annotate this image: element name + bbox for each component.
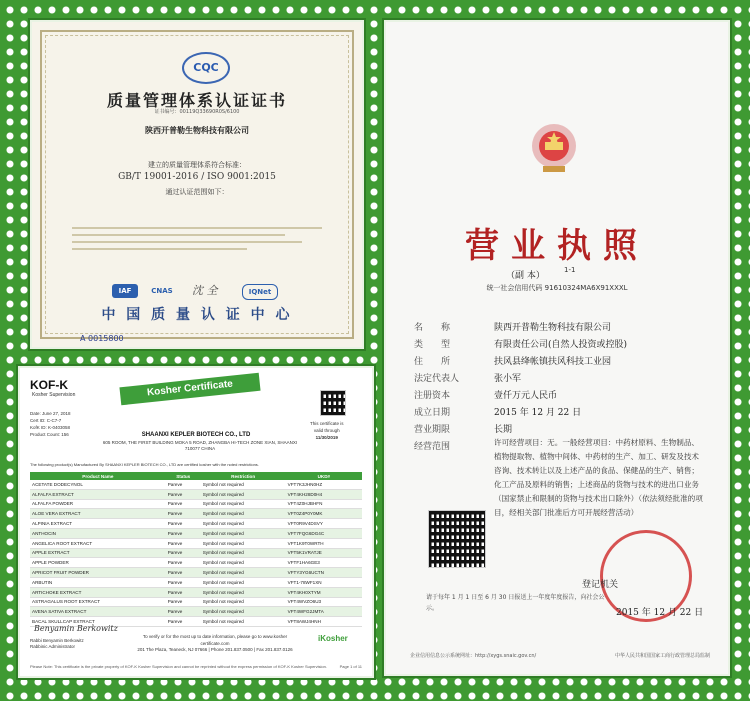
table-cell: VFT4KH0XTYM	[286, 587, 362, 597]
table-cell: Symbol not required	[201, 499, 286, 509]
iaf-logo: IAF	[112, 284, 138, 298]
issue-date: 2015 年 12 月 22 日	[616, 608, 704, 618]
table-cell: VFT4WVZO6U3	[286, 597, 362, 607]
license-row: 住 所 扶风县绛帐镇扶风科技工业园	[414, 357, 612, 367]
table-cell: Symbol not required	[201, 489, 286, 499]
license-row: 经营范围	[414, 442, 451, 452]
signatory: Rabbi Benyamin Berkowitz Rabbinic Administrator	[30, 638, 84, 649]
table-row	[30, 489, 362, 499]
license-row: 名 称 陕西开普勒生物科技有限公司	[414, 323, 612, 333]
table-cell: Pareve	[166, 558, 201, 568]
registration-authority: 登记机关	[582, 580, 619, 590]
table-cell: Symbol not required	[201, 519, 286, 529]
table-cell: Symbol not required	[201, 607, 286, 617]
table-cell: VFT1K9T0WRTH	[286, 538, 362, 548]
table-cell: Symbol not required	[201, 558, 286, 568]
cnas-logo: CNAS	[151, 287, 173, 295]
rabbi-signature: Benyamin Berkowitz	[34, 624, 118, 633]
table-cell: Symbol not required	[201, 597, 286, 607]
table-cell: Symbol not required	[201, 538, 286, 548]
table-cell: Pareve	[166, 587, 201, 597]
table-cell: Symbol not required	[201, 548, 286, 558]
table-cell: Pareve	[166, 568, 201, 578]
serial-number: A 0015800	[80, 334, 124, 343]
certificate-number: 证书编号：00119Q33690R0S/6100	[154, 109, 240, 115]
footer-supervisor: 中华人民共和国国家工商行政管理总局监制	[614, 653, 710, 659]
license-title: 营业执照	[465, 226, 649, 266]
table-row	[30, 607, 362, 617]
table-cell: ANTHOCIN	[30, 528, 166, 538]
table-cell: BACAL SKULLCAP EXTRACT	[30, 617, 166, 627]
table-row	[30, 577, 362, 587]
table-cell: VFT8AWJ4HNH	[286, 617, 362, 627]
kosher-footer: Please Note: This certificate is the private property of KOF-K Kosher Supervision and cannot be reprinted without the express permission of KOF-K Kosher Supervision. Page 1 of 11	[30, 664, 362, 669]
table-cell: Symbol not required	[201, 480, 286, 489]
table-cell: VFTF1HA6GE3	[286, 558, 362, 568]
license-row: 注册资本 壹仟万元人民币	[414, 391, 558, 401]
table-cell: Pareve	[166, 509, 201, 519]
table-cell: Symbol not required	[201, 568, 286, 578]
table-row	[30, 538, 362, 548]
qr-code	[428, 510, 486, 568]
annual-report-note: 请于每年 1 月 1 日至 6 月 30 日报送上一年度年度报告，向社会公示。	[426, 594, 605, 612]
table-cell: APRICOT FRUIT POWDER	[30, 568, 166, 578]
credit-code: 统一社会信用代码 91610324MA6X91XXXL	[486, 284, 628, 292]
table-cell: VFT4KH28D0H4	[286, 489, 362, 499]
table-cell: ALFALFA EXTRACT	[30, 489, 166, 499]
kofk-logo: KOF-K	[30, 378, 68, 392]
standard-intro: 建立的质量管理体系符合标准：	[148, 161, 246, 169]
table-cell: ALOE VERA EXTRACT	[30, 509, 166, 519]
table-cell: Symbol not required	[201, 617, 286, 627]
copy-number: 1-1	[564, 266, 576, 274]
kosher-certificate	[20, 368, 372, 676]
ikosher-logo: iKosher	[318, 634, 348, 643]
table-cell: VFT7FQG6DG4C	[286, 528, 362, 538]
footer-website: 企业信用信息公示系统网址：http://xygs.snaic.gov.cn/	[410, 653, 537, 659]
scope-intro: 通过认证范围如下：	[165, 188, 229, 196]
verify-info: To verify or for the most up to date information, please go to www.kosher certificate.com 201 The Plaza, Teaneck, NJ 07666 | Phone 201.837.0500 | Fax 201.837.0126	[137, 634, 293, 652]
table-row	[30, 597, 362, 607]
table-row	[30, 509, 362, 519]
table-row	[30, 548, 362, 558]
license-row: 法定代表人 张小军	[414, 374, 522, 384]
license-row: 营业期限 长期	[414, 425, 513, 435]
table-cell: APPLE POWDER	[30, 558, 166, 568]
table-cell: VFT0Z4P0Y0MK	[286, 509, 362, 519]
table-cell: Pareve	[166, 548, 201, 558]
table-cell: ARTICHOKE EXTRACT	[30, 587, 166, 597]
table-header: Product Name Status Restriction UKD#	[30, 472, 362, 480]
qr-code	[320, 390, 346, 416]
table-cell: Symbol not required	[201, 587, 286, 597]
certificate-fine-print	[72, 222, 322, 262]
table-cell: Pareve	[166, 519, 201, 529]
national-emblem-icon	[529, 120, 579, 176]
business-license	[386, 22, 728, 674]
table-cell: Pareve	[166, 577, 201, 587]
license-footer	[410, 652, 710, 659]
product-table	[30, 472, 362, 627]
issuing-organization: 中 国 质 量 认 证 中 心	[101, 307, 293, 323]
certificate-title: 质量管理体系认证证书	[106, 91, 287, 110]
iqnet-logo: IQNet	[242, 284, 278, 300]
table-row	[30, 568, 362, 578]
table-cell: VFT1-78WF1XN	[286, 577, 362, 587]
table-cell: Symbol not required	[201, 528, 286, 538]
kosher-certificate-title: Kosher Certificate	[119, 373, 260, 406]
table-cell: ASTRAGALUS ROOT EXTRACT	[30, 597, 166, 607]
license-row: 成立日期 2015 年 12 月 22 日	[414, 408, 582, 418]
table-row	[30, 499, 362, 509]
table-cell: ALFALFA POWDER	[30, 499, 166, 509]
certificate-meta: Date: June 27, 2018 Cert ID: C-C7-7 KofK ID: K-0403058 Product Count: 156	[30, 411, 71, 437]
certificate-intro: The following product(s) Manufactured By SHAANXI KEPLER BIOTECH CO., LTD are certified kosher with the noted restrictions.	[30, 462, 259, 467]
table-cell: VFT4WFG2JMTA	[286, 607, 362, 617]
table-cell: VFTY3YG6UCTN	[286, 568, 362, 578]
table-cell: APPLE EXTRACT	[30, 548, 166, 558]
table-cell: Pareve	[166, 607, 201, 617]
table-row	[30, 480, 362, 489]
table-cell: Pareve	[166, 480, 201, 489]
table-cell: ACETATE DODECYNOL	[30, 480, 166, 489]
table-cell: VFT0R9V4DSVY	[286, 519, 362, 529]
table-cell: Pareve	[166, 489, 201, 499]
validity-note: This certificate is valid through 11/30/2019	[310, 421, 344, 440]
table-cell: AVENA SATIVA EXTRACT	[30, 607, 166, 617]
table-cell: Pareve	[166, 617, 201, 627]
table-cell: Pareve	[166, 538, 201, 548]
table-cell: Symbol not required	[201, 509, 286, 519]
cqc-certificate	[32, 22, 362, 347]
table-cell: VFT4Z0HJBHFN	[286, 499, 362, 509]
table-row	[30, 519, 362, 529]
business-scope: 许可经营项目：无。一般经营项目：中药材原料、生物制品、植物提取物、植物中间体、中药材的生产、加工、研发及技术咨询、技术转让以及上述产品的食品、保健品的生产、销售；化工产品及原料的销售；上述商品的货物与技术的进出口业务（国家禁止和限制的货物与技术出口除外）（依法须经批准的项目，经相关部门批准后方可开展经营活动）	[494, 438, 703, 517]
license-copy-label: （副 本）	[506, 271, 545, 281]
table-cell: VFT7K3JHN0HZ	[286, 480, 362, 489]
cqc-logo: CQC	[182, 52, 230, 84]
table-cell: ARBUTIN	[30, 577, 166, 587]
kofk-subtitle: Kosher Supervision	[32, 392, 76, 398]
certified-company: 陕西开普勒生物科技有限公司	[145, 126, 249, 135]
company-address: 605 ROOM, THE FIRST BUILDING MOKA 5 ROAD, ZHANGBA HI-TECH ZONE XIAN, SHAANXI 710077 CHINA	[102, 440, 298, 451]
table-row	[30, 558, 362, 568]
table-row	[30, 528, 362, 538]
signature: 沈 全	[192, 284, 218, 297]
table-cell: ANGELICA ROOT EXTRACT	[30, 538, 166, 548]
table-cell: VFT5K1VRATJE	[286, 548, 362, 558]
table-cell: Pareve	[166, 597, 201, 607]
table-cell: Pareve	[166, 528, 201, 538]
table-cell: Pareve	[166, 499, 201, 509]
table-cell: Symbol not required	[201, 577, 286, 587]
table-cell: ALPINIA EXTRACT	[30, 519, 166, 529]
table-row	[30, 587, 362, 597]
certified-standard: GB/T 19001-2016 / ISO 9001:2015	[118, 172, 276, 182]
license-row: 类 型 有限责任公司(自然人投资或控股)	[414, 340, 628, 350]
certified-company: SHAANXI KEPLER BIOTECH CO., LTD	[141, 432, 251, 438]
